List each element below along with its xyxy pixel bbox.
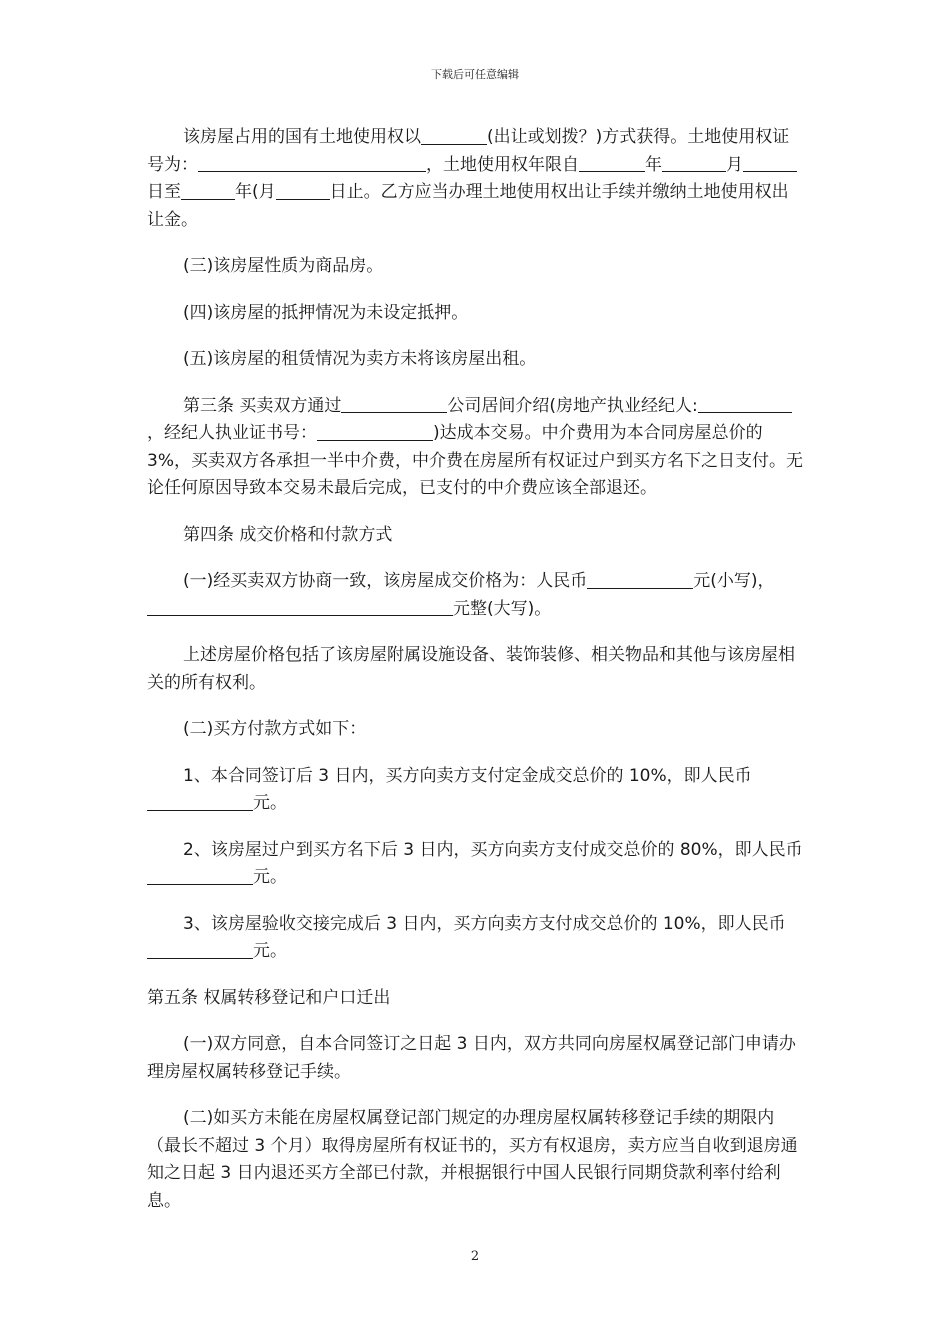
paragraph-land-use-right: [147, 124, 803, 234]
text-segment: 年(月: [235, 182, 276, 202]
paragraph-payment-1: [147, 763, 803, 818]
page-number: 2: [470, 1249, 480, 1264]
text-segment: 元整(大写)。: [453, 598, 552, 619]
text-segment: 公司居间介绍(房地产执业经纪人:: [447, 395, 698, 416]
text-segment: 元。: [253, 867, 287, 887]
text-segment: 年: [645, 154, 662, 175]
blank-field[interactable]: [662, 154, 688, 172]
blank-field[interactable]: [587, 571, 693, 589]
text-segment: 日止。乙方应当办理土地使用权出让手续并缴纳土地使用权出让金。: [147, 182, 789, 230]
text-segment: 2、该房屋过户到买方名下后 3 日内，买方向卖方支付成交总价的 80%，即人民币: [183, 839, 803, 860]
paragraph-lease-status: (五)该房屋的租赁情况为卖方未将该房屋出租。: [183, 349, 537, 369]
text-segment: 该房屋占用的国有土地使用权以: [183, 127, 421, 147]
blank-field[interactable]: [698, 395, 756, 413]
blank-field[interactable]: [147, 793, 253, 811]
text-segment: ，土地使用权年限自: [426, 154, 579, 175]
paragraph-transaction-price: [147, 568, 803, 623]
paragraph-article-3-agency: [147, 393, 803, 503]
blank-field[interactable]: [688, 154, 726, 172]
text-segment: 月: [726, 154, 743, 175]
page-header: 下载后可任意编辑: [431, 68, 519, 81]
text-segment: (一)经买卖双方协商一致，该房屋成交价格为：人民币: [183, 571, 588, 591]
blank-field[interactable]: [317, 423, 433, 441]
text-segment: ，经纪人执业证书号：: [147, 423, 317, 443]
blank-field[interactable]: [147, 941, 253, 959]
blank-field[interactable]: [743, 154, 797, 172]
paragraph-payment-3: [147, 911, 803, 966]
paragraph-payment-2: [147, 837, 803, 892]
text-segment: (出让或划拨？)方式获得。土地使用权证号为：: [147, 127, 790, 175]
blank-field[interactable]: [181, 182, 235, 200]
blank-field[interactable]: [147, 867, 253, 885]
blank-field[interactable]: [276, 182, 330, 200]
document-body: [147, 124, 803, 1234]
paragraph-mortgage-status: (四)该房屋的抵押情况为未设定抵押。: [183, 302, 469, 323]
paragraph-property-nature: (三)该房屋性质为商品房。: [183, 256, 384, 276]
paragraph-payment-method-heading: (二)买方付款方式如下：: [183, 719, 367, 739]
text-segment: 元。: [253, 941, 287, 961]
text-segment: 元。: [253, 793, 287, 813]
blank-field[interactable]: [147, 598, 453, 616]
paragraph-registration-agreement: (一)双方同意，自本合同签订之日起 3 日内，双方共同向房屋权属登记部门申请办理房屋权属转移登记手续。: [147, 1034, 796, 1082]
text-segment: 1、本合同签订后 3 日内，买方向卖方支付定金成交总价的 10%，即人民币: [183, 765, 752, 786]
text-segment: 元(小写)，: [693, 571, 775, 591]
paragraph-price-inclusion: 上述房屋价格包括了该房屋附属设施设备、装饰装修、相关物品和其他与该房屋相关的所有权利。: [147, 645, 795, 693]
blank-field[interactable]: [421, 127, 487, 145]
text-segment: 日至: [147, 182, 181, 202]
text-segment: )达成本交易。中介费用为本合同房屋总价的 3%，买卖双方各承担一半中介费，中介费在房屋所有权证过户到买方名下之日支付。无论任何原因导致本交易未最后完成，已支付的中介费应该全部退还。: [147, 423, 803, 498]
blank-field[interactable]: [198, 154, 426, 172]
text-segment: 3、该房屋验收交接完成后 3 日内，买方向卖方支付成交总价的 10%，即人民币: [183, 913, 786, 934]
paragraph-refund-clause: (二)如买方未能在房屋权属登记部门规定的办理房屋权属转移登记手续的期限内（最长不超过 3 个月）取得房屋所有权证书的，买方有权退房，卖方应当自收到退房通知之日起 3 日内退还买方全部已付款，并根据银行中国人民银行同期贷款利率付给利息。: [147, 1108, 798, 1211]
text-segment: 第三条 买卖双方通过: [183, 395, 342, 416]
blank-field[interactable]: [579, 154, 645, 172]
blank-field[interactable]: [756, 395, 792, 413]
blank-field[interactable]: [341, 395, 447, 413]
section-heading-article-5: 第五条 权属转移登记和户口迁出: [147, 987, 391, 1008]
section-heading-article-4: 第四条 成交价格和付款方式: [183, 524, 393, 545]
